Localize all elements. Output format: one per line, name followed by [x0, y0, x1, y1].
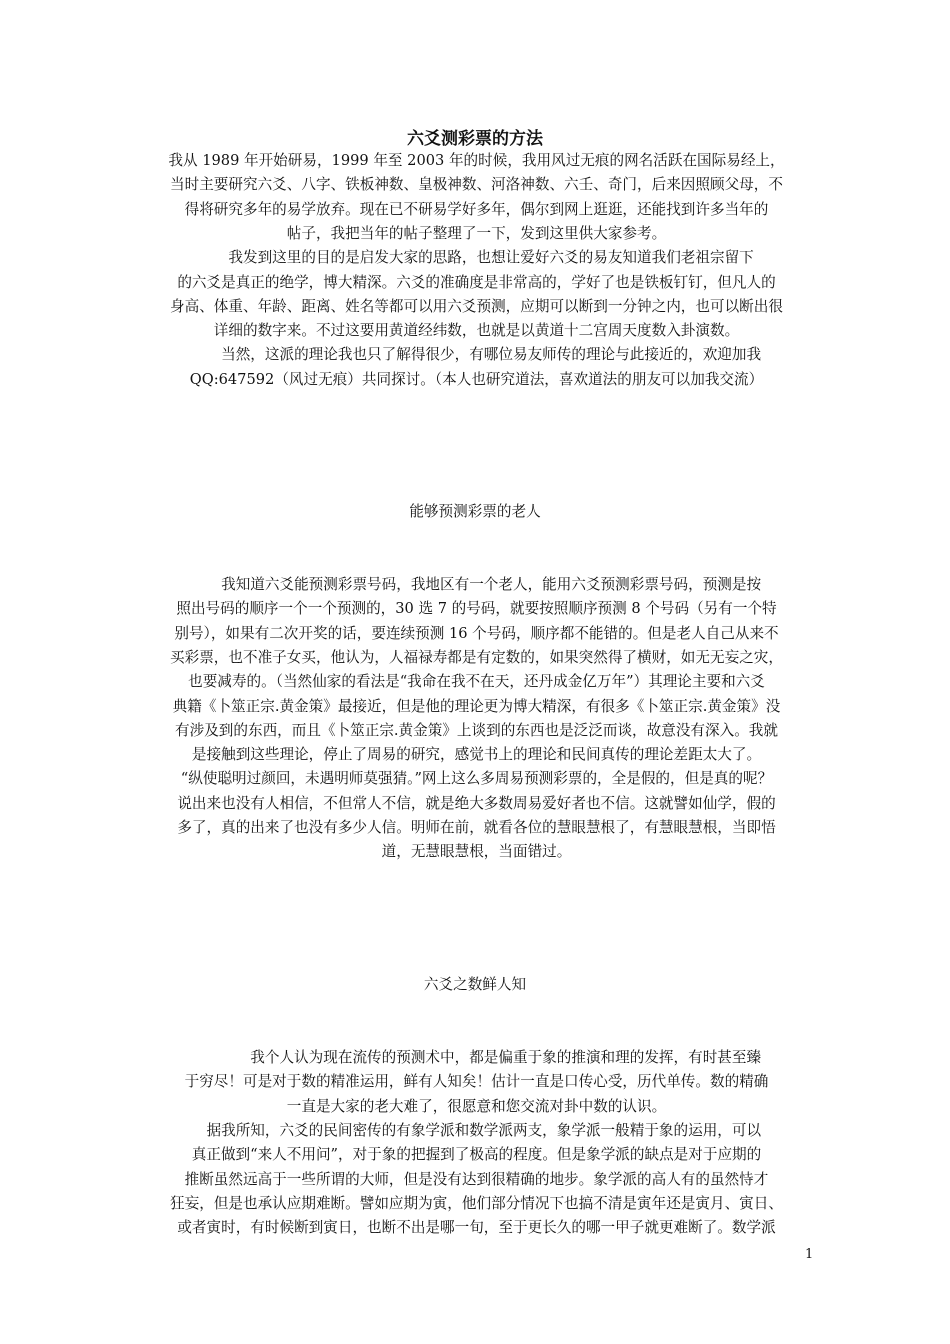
text-line: 真正做到“来人不用问”，对于象的把握到了极高的程度。但是象学派的缺点是对于应期的	[191, 1146, 762, 1164]
text-line: 身高、体重、年龄、距离、姓名等都可以用六爻预测，应期可以断到一分钟之内，也可以断出很	[170, 297, 783, 315]
text-line: 说出来也没有人相信，不但常人不信，就是绝大多数周易爱好者也不信。这就譬如仙学，假的	[177, 794, 776, 812]
text-line: “纵使聪明过颜回，未遇明师莫强猜。”网上这么多周易预测彩票的，全是假的，但是真的呢？	[180, 770, 773, 788]
text-line: QQ:647592（风过无痕）共同探讨。（本人也研究道法，喜欢道法的朋友可以加我交流）	[189, 370, 764, 388]
text-line: 照出号码的顺序一个一个预测的，30 选 7 的号码，就要按照顺序预测 8 个号码（另有一个特	[176, 600, 777, 618]
text-line: 多了，真的出来了也没有多少人信。明师在前，就看各位的慧眼慧根了，有慧眼慧根，当即悟	[177, 819, 776, 836]
text-line: 有涉及到的东西，而且《卜筮正宗.黄金策》上谈到的东西也是泛泛而谈，故意没有深入。我就	[175, 721, 778, 739]
section-heading-old-man: 能够预测彩票的老人	[409, 503, 541, 520]
text-line: 详细的数字来。不过这要用黄道经纬数，也就是以黄道十二宫周天度数入卦演数。	[213, 322, 740, 340]
text-line: 当时主要研究六爻、八字、铁板神数、皇极神数、河洛神数、六壬、奇门，后来因照顾父母，不	[170, 176, 783, 194]
text-line: 道，无慧眼慧根，当面错过。	[381, 843, 572, 861]
text-line: 是接触到这些理论，停止了周易的研究，感觉书上的理论和民间真传的理论差距太大了。	[191, 746, 762, 764]
text-line: 狂妄，但是也承认应期难断。譬如应期为寅，他们部分情况下也搞不清是寅年还是寅月、寅日、	[170, 1194, 783, 1212]
document-title: 六爻测彩票的方法	[407, 129, 543, 149]
text-line: 一直是大家的老大难了，很愿意和您交流对卦中数的认识。	[286, 1097, 667, 1115]
page-number: 1	[805, 1247, 814, 1262]
text-line: 据我所知，六爻的民间密传的有象学派和数学派两支，象学派一般精于象的运用，可以	[191, 1121, 762, 1139]
text-line: 得将研究多年的易学放弃。现在已不研易学好多年，偶尔到网上逛逛，还能找到许多当年的	[184, 200, 769, 218]
section-heading-numbers: 六爻之数鲜人知	[423, 976, 527, 993]
text-line: 或者寅时，有时候断到寅日，也断不出是哪一旬，至于更长久的哪一甲子就更难断了。数学派	[177, 1219, 776, 1237]
text-line: 于穷尽！可是对于数的精准运用，鲜有人知矣！估计一直是口传心受，历代单传。数的精确	[184, 1073, 769, 1091]
text-line: 典籍《卜筮正宗.黄金策》最接近，但是他的理论更为博大精深，有很多《卜筮正宗.黄金策》没	[172, 697, 781, 715]
text-line: 也要减寿的。（当然仙家的看法是“我命在我不在天，还丹成金亿万年”）其理论主要和六爻	[188, 673, 765, 691]
text-line: 的六爻是真正的绝学，博大精深。六爻的准确度是非常高的，学好了也是铁板钉钉，但凡人的	[177, 273, 776, 291]
text-line: 别号），如果有二次开奖的话，要连续预测 16 个号码，顺序都不能错的。但是老人自己从来不	[174, 624, 779, 642]
text-line: 帖子，我把当年的帖子整理了一下，发到这里供大家参考。	[286, 224, 667, 242]
text-line: 当然，这派的理论我也只了解得很少，有哪位易友师传的理论与此接近的，欢迎加我	[191, 346, 762, 364]
text-line: 我发到这里的目的是启发大家的思路，也想让爱好六爻的易友知道我们老祖宗留下	[199, 249, 754, 267]
text-line: 买彩票，也不准子女买，他认为，人福禄寿都是有定数的，如果突然得了横财，如无无妄之灾，	[170, 648, 783, 666]
text-line: 推断虽然远高于一些所谓的大师，但是没有达到很精确的地步。象学派的高人有的虽然恃才	[184, 1170, 769, 1188]
text-line: 我从 1989 年开始研易，1999 年至 2003 年的时候，我用风过无痕的网名活跃在国际易经上，	[168, 152, 785, 169]
text-line: 我个人认为现在流传的预测术中，都是偏重于象的推演和理的发挥，有时甚至臻	[191, 1049, 762, 1066]
text-line: 我知道六爻能预测彩票号码，我地区有一个老人，能用六爻预测彩票号码，预测是按	[191, 576, 762, 593]
